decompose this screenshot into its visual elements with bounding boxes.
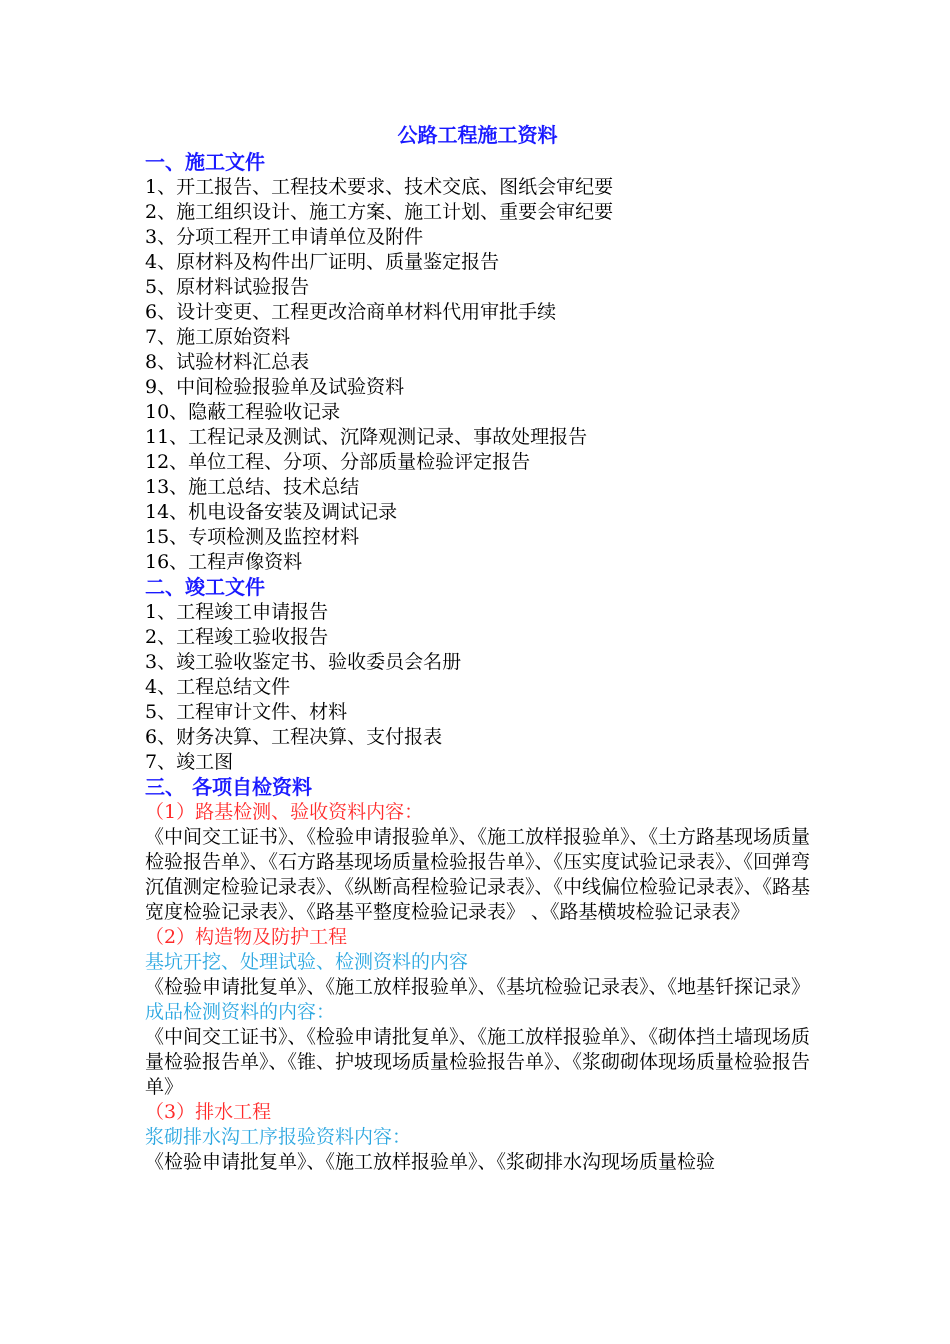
- list-item: 3、竣工验收鉴定书、验收委员会名册: [145, 651, 462, 673]
- list-item: 14、机电设备安装及调试记录: [145, 501, 398, 523]
- list-item: 12、单位工程、分项、分部质量检验评定报告: [145, 451, 531, 473]
- list-item: 7、竣工图: [145, 751, 234, 773]
- list-item: 9、中间检验报验单及试验资料: [145, 376, 405, 398]
- paragraph-finished-product-forms: 《中间交工证书》、《检验申请批复单》、《施工放样报验单》、《砌体挡土墙现场质量检验报告单》、《锥、护坡现场质量检验报告单》、《浆砌砌体现场质量检验报告单》: [145, 1026, 811, 1098]
- list-item: 11、工程记录及测试、沉降观测记录、事故处理报告: [145, 426, 588, 448]
- list-item: 6、财务决算、工程决算、支付报表: [145, 726, 443, 748]
- list-item: 15、专项检测及监控材料: [145, 526, 360, 548]
- subsection-heading-subgrade: （1）路基检测、验收资料内容：: [145, 801, 424, 823]
- list-item: 5、原材料试验报告: [145, 276, 310, 298]
- paragraph-foundation-pit-forms: 《检验申请批复单》、《施工放样报验单》、《基坑检验记录表》、《地基钎探记录》: [145, 976, 811, 998]
- list-item: 1、工程竣工申请报告: [145, 601, 329, 623]
- list-item: 1、开工报告、工程技术要求、技术交底、图纸会审纪要: [145, 176, 614, 198]
- section-heading-construction-docs: 一、施工文件: [145, 150, 265, 174]
- paragraph-subgrade-forms: 《中间交工证书》、《检验申请报验单》、《施工放样报验单》、《土方路基现场质量检验报告单》、《石方路基现场质量检验报告单》、《压实度试验记录表》、《回弹弯沉值测定检验记录表》、《纵断高程检验记录表》、《中线偏位检验记录表》、《路基宽度检验记录表》、《路基平整度检验记录表》 、《路基横坡检验记录表》: [145, 826, 811, 923]
- subsection-heading-structures: （2）构造物及防护工程: [145, 926, 348, 948]
- list-item: 3、分项工程开工申请单位及附件: [145, 226, 424, 248]
- list-item: 2、施工组织设计、施工方案、施工计划、重要会审纪要: [145, 201, 614, 223]
- list-item: 4、原材料及构件出厂证明、质量鉴定报告: [145, 251, 500, 273]
- list-item: 8、试验材料汇总表: [145, 351, 310, 373]
- section-heading-self-inspection: 三、 各项自检资料: [145, 775, 312, 799]
- document-title: 公路工程施工资料: [397, 123, 558, 147]
- list-item: 7、施工原始资料: [145, 326, 291, 348]
- list-item: 6、设计变更、工程更改洽商单材料代用审批手续: [145, 301, 557, 323]
- subsection-heading-drainage: （3）排水工程: [145, 1101, 272, 1123]
- subheading-finished-product: 成品检测资料的内容：: [145, 1001, 336, 1023]
- subheading-foundation-pit: 基坑开挖、处理试验、检测资料的内容: [145, 951, 469, 973]
- list-item: 4、工程总结文件: [145, 676, 291, 698]
- document-page: [145, 120, 810, 1175]
- list-item: 13、施工总结、技术总结: [145, 476, 360, 498]
- list-item: 16、工程声像资料: [145, 551, 303, 573]
- section-heading-completion-docs: 二、竣工文件: [145, 575, 265, 599]
- subheading-drainage-ditch: 浆砌排水沟工序报验资料内容：: [145, 1126, 412, 1148]
- list-item: 2、工程竣工验收报告: [145, 626, 329, 648]
- paragraph-drainage-ditch-forms: 《检验申请批复单》、《施工放样报验单》、《浆砌排水沟现场质量检验: [145, 1151, 716, 1173]
- list-item: 5、工程审计文件、材料: [145, 701, 348, 723]
- list-item: 10、隐蔽工程验收记录: [145, 401, 341, 423]
